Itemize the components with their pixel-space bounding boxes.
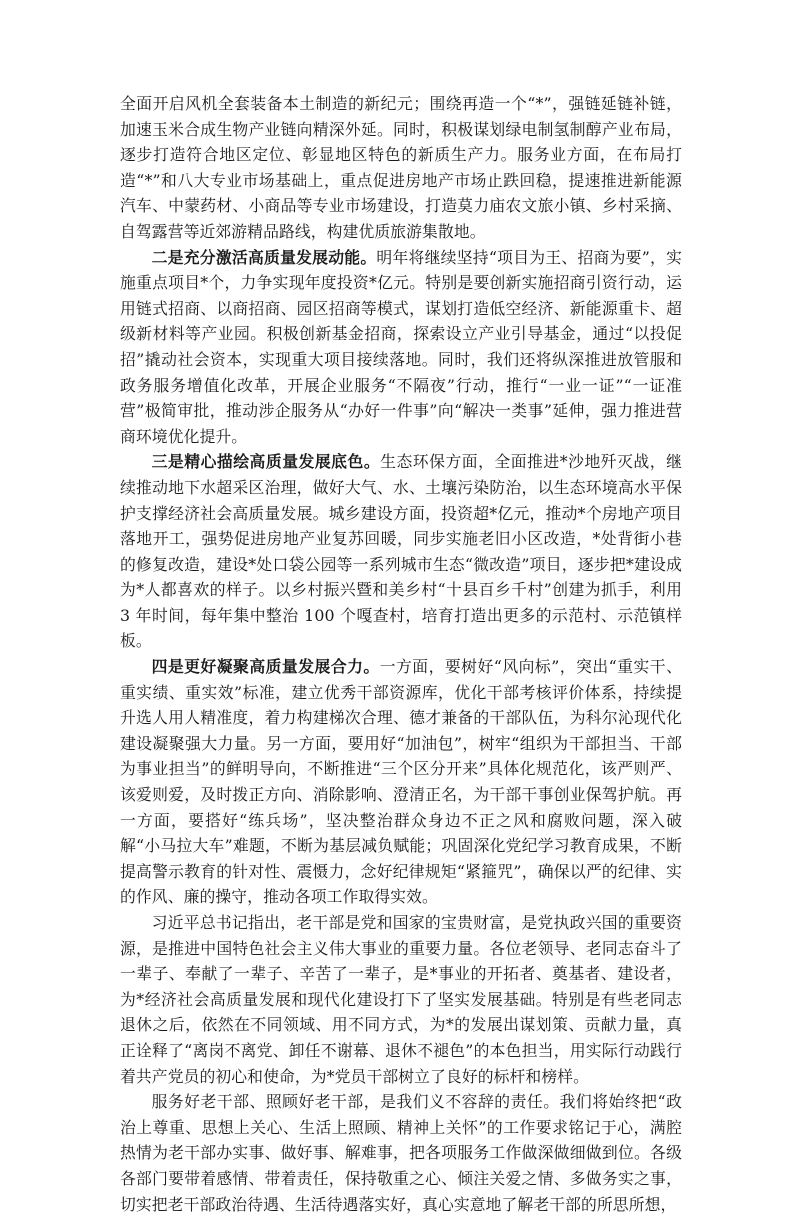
paragraph-text: 习近平总书记指出，老干部是党和国家的宝贵财富，是党执政兴国的重要资源，是推进中国特色社会主义伟大事业的重要力量。各位老领导、老同志奋斗了一辈子、奉献了一辈子、辛苦了一辈子，是*事业的开拓者、奠基者、建设者，为*经济社会高质量发展和现代化建设打下了坚实发展基础。特别是有些老同志退休之后，依然在不同领域、用不同方式，为*的发展出谋划策、贡献力量，真正诠释了“离岗不离党、卸任不谢幕、退休不褪色”的本色担当，用实际行动践行着共产党员的初心和使命，为*党员干部树立了良好的标杆和榜样。 bbox=[120, 913, 682, 1086]
paragraph-veteran-cadres bbox=[120, 910, 682, 1089]
document-body bbox=[120, 91, 682, 1217]
paragraph-momentum bbox=[120, 245, 682, 450]
paragraph-continued-industry bbox=[120, 91, 682, 245]
paragraph-text: 全面开启风机全套装备本土制造的新纪元；围绕再造一个“*”，强链延链补链，加速玉米合成生物产业链向精深外延。同时，积极谋划绿电制氢制醇产业布局，逐步打造符合地区定位、彰显地区特色的新质生产力。服务业方面，在布局打造“*”和八大专业市场基础上，重点促进房地产市场止跌回稳，提速推进新能源汽车、中蒙药材、小商品等专业市场建设，打造莫力庙农文旅小镇、乡村采摘、自驾露营等近郊游精品路线，构建优质旅游集散地。 bbox=[120, 94, 682, 241]
paragraph-service-duty bbox=[120, 1089, 682, 1217]
paragraph-text: 明年将继续坚持“项目为王、招商为要”，实施重点项目*个，力争实现年度投资*亿元。特别是要创新实施招商引资行动，运用链式招商、以商招商、园区招商等模式，谋划打造低空经济、新能源重卡、超级新材料等产业园。积极创新基金招商，探索设立产业引导基金，通过“以投促招”撬动社会资本，实现重大项目接续落地。同时，我们还将纵深推进放管服和政务服务增值化改革，开展企业服务“不隔夜”行动，推行“一业一证”“一证准营”极简审批，推动涉企服务从“办好一件事”向“解决一类事”延伸，强力推进营商环境优化提升。 bbox=[120, 247, 682, 446]
paragraph-foundation bbox=[120, 449, 682, 654]
paragraph-lead-heading: 四是更好凝聚高质量发展合力。 bbox=[151, 657, 380, 677]
paragraph-text: 服务好老干部、照顾好老干部，是我们义不容辞的责任。我们将始终把“政治上尊重、思想上关心、生活上照顾、精神上关怀”的工作要求铭记于心，满腔热情为老干部办实事、做好事、解难事，把各项服务工作做深做细做到位。各级各部门要带着感情、带着责任，保持敬重之心、倾注关爱之情、多做务实之事，切实把老干部政治待遇、生活待遇落实好，真心实意地了解老干部的所思所想， bbox=[120, 1092, 682, 1214]
paragraph-synergy bbox=[120, 654, 682, 910]
paragraph-text: 一方面，要树好“风向标”，突出“重实干、重实绩、重实效”标准，建立优秀干部资源库，优化干部考核评价体系，持续提升选人用人精准度，着力构建梯次合理、德才兼备的干部队伍，为科尔沁现代化建设凝聚强大力量。另一方面，要用好“加油包”，树牢“组织为干部担当、干部为事业担当”的鲜明导向，不断推进“三个区分开来”具体化规范化，该严则严、该爱则爱，及时拨正方向、消除影响、澄清正名，为干部干事创业保驾护航。再一方面，要搭好“练兵场”，坚决整治群众身边不正之风和腐败问题，深入破解“小马拉大车”难题，不断为基层减负赋能；巩固深化党纪学习教育成果，不断提高警示教育的针对性、震慑力，念好纪律规矩“紧箍咒”，确保以严的纪律、实的作风、廉的操守，推动各项工作取得实效。 bbox=[120, 657, 682, 907]
paragraph-lead-heading: 三是精心描绘高质量发展底色。 bbox=[151, 452, 381, 472]
paragraph-text: 生态环保方面，全面推进*沙地歼灭战，继续推动地下水超采区治理，做好大气、水、土壤污染防治，以生态环境高水平保护支撑经济社会高质量发展。城乡建设方面，投资超*亿元，推动*个房地产项目落地开工，强势促进房地产业复苏回暖，同步实施老旧小区改造，*处背街小巷的修复改造，建设*处口袋公园等一系列城市生态“微改造”项目，逐步把*建设成为*人都喜欢的样子。以乡村振兴暨和美乡村“十县百乡千村”创建为抓手，利用 3 年时间，每年集中整治 100 个嘎查村，培育打造出更多的示范村、示范镇样板。 bbox=[120, 452, 682, 651]
paragraph-lead-heading: 二是充分激活高质量发展动能。 bbox=[151, 247, 377, 267]
